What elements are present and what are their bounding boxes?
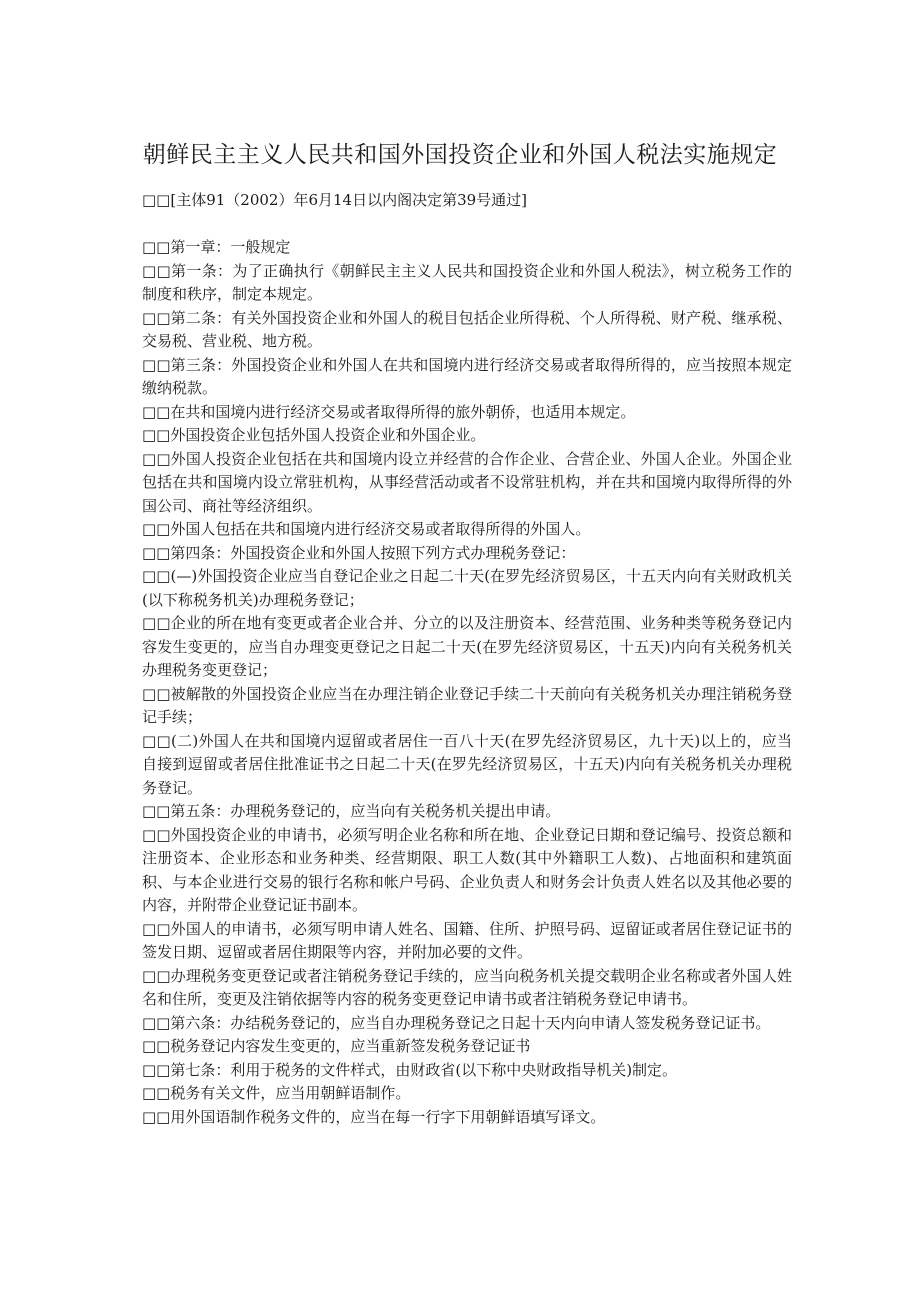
document-paragraph: □□用外国语制作税务文件的，应当在每一行字下用朝鲜语填写译文。 [142,1107,606,1126]
document-paragraph: □□外国人的申请书，必须写明申请人姓名、国籍、住所、护照号码、逗留证或者居住登记证书的签发日期、逗留或者居住期限等内容，并附加必要的文件。 [142,919,792,961]
document-paragraph: □□第四条：外国投资企业和外国人按照下列方式办理税务登记： [142,543,576,562]
document-subtitle: □□[主体91（2002）年6月14日以内阁决定第39号通过] [142,191,528,209]
document-body [142,236,792,1129]
document-paragraph: □□被解散的外国投资企业应当在办理注销企业登记手续二十天前向有关税务机关办理注销税务登记手续； [142,684,792,726]
document-paragraph: □□税务登记内容发生变更的，应当重新签发税务登记证书 [142,1037,531,1055]
document-paragraph: □□外国投资企业的申请书，必须写明企业名称和所在地、企业登记日期和登记编号、投资总额和注册资本、企业形态和业务种类、经营期限、职工人数(其中外籍职工人数)、占地面积和建筑面积、与本企业进行交易的银行名称和帐户号码、企业负责人和财务会计负责人姓名以及其他必要的内容，并附带企业登记证书副本。 [142,825,792,914]
document-paragraph: □□外国投资企业包括外国人投资企业和外国企业。 [142,426,486,444]
document-paragraph: □□外国人投资企业包括在共和国境内设立并经营的合作企业、合营企业、外国人企业。外国企业包括在共和国境内设立常驻机构，从事经营活动或者不设常驻机构，并在共和国境内取得所得的外国公司、商社等经济组织。 [142,449,792,515]
document-paragraph: □□第六条：办结税务登记的，应当自办理税务登记之日起十天内向申请人签发税务登记证书。 [142,1013,771,1032]
document-paragraph: □□办理税务变更登记或者注销税务登记手续的，应当向税务机关提交载明企业名称或者外国人姓名和住所，变更及注销依据等内容的税务变更登记申请书或者注销税务登记申请书。 [142,966,792,1008]
document-paragraph: □□第一章：一般规定 [142,238,291,256]
document-paragraph: □□在共和国境内进行经济交易或者取得所得的旅外朝侨，也适用本规定。 [142,402,636,421]
document-title: 朝鲜民主主义人民共和国外国投资企业和外国人税法实施规定 [142,142,778,168]
document-paragraph: □□税务有关文件，应当用朝鲜语制作。 [142,1084,411,1102]
document-paragraph: □□第七条：利用于税务的文件样式，由财政省(以下称中央财政指导机关)制定。 [142,1060,678,1079]
document-paragraph: □□外国人包括在共和国境内进行经济交易或者取得所得的外国人。 [142,520,591,538]
document-paragraph: □□第二条：有关外国投资企业和外国人的税目包括企业所得税、个人所得税、财产税、继承税、交易税、营业税、地方税。 [142,308,792,350]
document-paragraph: □□第五条：办理税务登记的，应当向有关税务机关提出申请。 [142,802,561,820]
document-paragraph: □□第三条：外国投资企业和外国人在共和国境内进行经济交易或者取得所得的，应当按照本规定缴纳税款。 [142,355,792,397]
document-paragraph: □□(二)外国人在共和国境内逗留或者居住一百八十天(在罗先经济贸易区，九十天)以上的，应当自接到逗留或者居住批准证书之日起二十天(在罗先经济贸易区，十五天)内向有关税务机关办理税务登记。 [142,731,792,797]
document-paragraph: □□企业的所在地有变更或者企业合并、分立的以及注册资本、经营范围、业务种类等税务登记内容发生变更的，应当自办理变更登记之日起二十天(在罗先经济贸易区，十五天)内向有关税务机关办理税务变更登记； [142,614,792,679]
document-paragraph: □□第一条：为了正确执行《朝鲜民主主义人民共和国投资企业和外国人税法》，树立税务工作的制度和秩序，制定本规定。 [142,261,792,303]
document-paragraph: □□(—)外国投资企业应当自登记企业之日起二十天(在罗先经济贸易区，十五天内向有关财政机关(以下称税务机关)办理税务登记； [142,567,792,609]
